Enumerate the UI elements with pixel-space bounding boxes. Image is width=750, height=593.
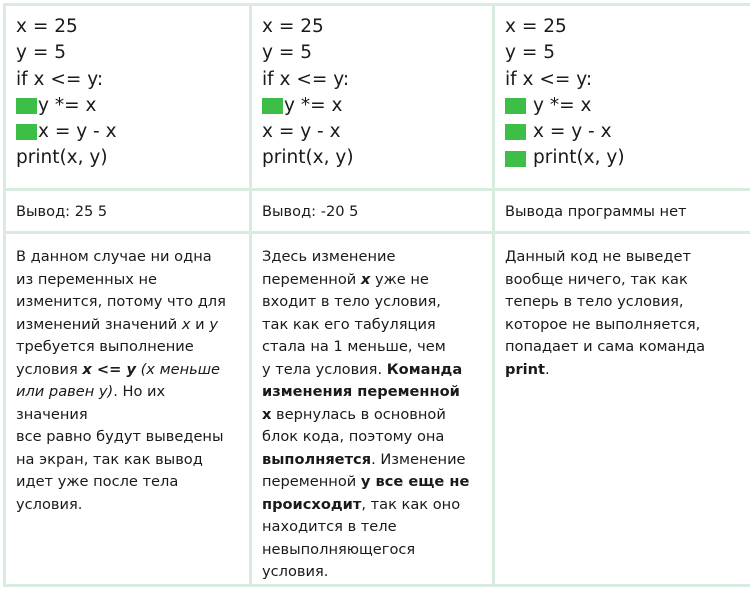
description-text-3 (495, 234, 750, 381)
code-line: print(x, y) (262, 147, 354, 169)
code-line: if x <= y: (505, 68, 593, 90)
text-span: уже не (370, 270, 429, 288)
text-line: стала на 1 меньше, чем (262, 338, 446, 355)
text-line: идет уже после тела (16, 473, 179, 490)
bold-span: x (262, 405, 272, 423)
text-line (262, 359, 484, 382)
text-span: , так как оно (361, 495, 461, 513)
code-text: y *= x (284, 94, 343, 116)
text-line: значения (16, 405, 88, 423)
text-line: изменится, потому что для (16, 293, 226, 310)
text-span: переменной (262, 270, 361, 288)
indent-marker (16, 124, 37, 140)
text-line (505, 359, 742, 382)
code-text: print(x, y) (533, 147, 625, 169)
text-line (16, 314, 241, 337)
bold-span: изменения переменной (262, 383, 460, 400)
text-line: входит в тело условия, (262, 293, 441, 310)
text-line: условия. (262, 563, 329, 580)
text-span: . Изменение (371, 450, 466, 468)
code-line: if x <= y: (16, 68, 104, 90)
text-line (262, 449, 484, 472)
description-row (5, 233, 750, 586)
code-cell-1 (5, 5, 251, 190)
text-line: В данном случае ни одна (16, 248, 212, 265)
output-cell-1 (5, 190, 251, 233)
output-cell-3 (494, 190, 750, 233)
text-line: из переменных не (16, 270, 158, 288)
code-line-indented (262, 93, 492, 119)
code-line: if x <= y: (262, 68, 350, 90)
text-span: . (545, 360, 550, 378)
code-text: y *= x (38, 94, 97, 116)
text-span: вернулась в основной (271, 405, 446, 423)
bold-span: происходит (262, 495, 362, 513)
code-line: print(x, y) (16, 147, 108, 169)
text-line (262, 404, 484, 427)
code-cell-2 (251, 5, 494, 190)
text-line: требуется выполнение (16, 338, 194, 355)
code-line: x = 25 (505, 16, 567, 37)
text-line: Данный код не выведет (505, 248, 691, 265)
code-text: x = y - x (533, 121, 612, 143)
text-line: все равно будут выведены (16, 428, 224, 445)
var-x: x (360, 270, 371, 288)
code-line: y = 5 (16, 42, 66, 64)
text-line (16, 381, 241, 404)
condition-note: (x меньше (135, 360, 221, 378)
bold-span: print (505, 360, 546, 378)
description-cell-3 (494, 233, 750, 586)
var-x: x (181, 315, 191, 333)
text-line: которое не выполняется, (505, 315, 701, 333)
text-line: невыполняющегося (262, 540, 416, 558)
text-line (262, 269, 484, 292)
bold-span: y все еще не (360, 473, 470, 490)
text-span: . Но их (113, 383, 166, 400)
code-cell-3 (494, 5, 750, 190)
indent-marker (505, 124, 526, 140)
text-line: теперь в тело условия, (505, 293, 684, 310)
bold-span: Команда (386, 360, 463, 378)
code-line: y = 5 (262, 42, 312, 64)
text-span: переменной (262, 473, 361, 490)
text-line: находится в теле (262, 518, 397, 535)
output-cell-2 (251, 190, 494, 233)
indent-marker (505, 151, 526, 167)
text-span: и (190, 315, 210, 333)
code-row (5, 5, 750, 190)
code-line-indented (16, 93, 249, 119)
text-line: Здесь изменение (262, 248, 396, 265)
code-text: y *= x (533, 94, 592, 116)
description-cell-2 (251, 233, 494, 586)
text-line (262, 381, 484, 404)
code-line: x = 25 (262, 16, 324, 37)
text-line: попадает и сама команда (505, 338, 706, 355)
text-line (16, 359, 241, 382)
output-row (5, 190, 750, 233)
bold-span: выполняется (262, 450, 372, 468)
code-block-1 (6, 6, 249, 172)
var-y: y (209, 315, 218, 333)
output-text: Вывод: -20 5 (262, 203, 359, 220)
code-line-indented (505, 93, 750, 119)
output-text: Вывода программы нет (505, 203, 687, 220)
text-line: условия. (16, 495, 83, 513)
comparison-table (3, 3, 750, 587)
text-line (262, 471, 484, 494)
code-block-3 (495, 6, 750, 172)
description-text-2 (252, 234, 492, 584)
indent-marker (16, 98, 37, 114)
code-line: x = 25 (16, 16, 78, 37)
code-text: x = y - x (38, 121, 117, 143)
text-line: так как его табуляция (262, 315, 436, 333)
text-span: условия (16, 360, 83, 378)
text-line: блок кода, поэтому она (262, 428, 445, 445)
output-text: Вывод: 25 5 (16, 203, 108, 220)
code-line: y = 5 (505, 42, 555, 64)
text-span: у тела условия. (262, 360, 387, 378)
description-text-1 (6, 234, 249, 516)
text-span: изменений значений (16, 315, 182, 333)
condition-note: или равен y) (16, 383, 114, 400)
text-line (262, 494, 484, 517)
code-line: x = y - x (262, 121, 341, 143)
code-line-indented (16, 119, 249, 145)
indent-marker (505, 98, 526, 114)
code-block-2 (252, 6, 492, 172)
description-cell-1 (5, 233, 251, 586)
indent-marker (262, 98, 283, 114)
code-line-indented (505, 145, 750, 171)
text-line: вообще ничего, так как (505, 270, 688, 288)
code-line-indented (505, 119, 750, 145)
text-line: на экран, так как вывод (16, 450, 203, 468)
condition-expression: x <= y (82, 360, 136, 378)
